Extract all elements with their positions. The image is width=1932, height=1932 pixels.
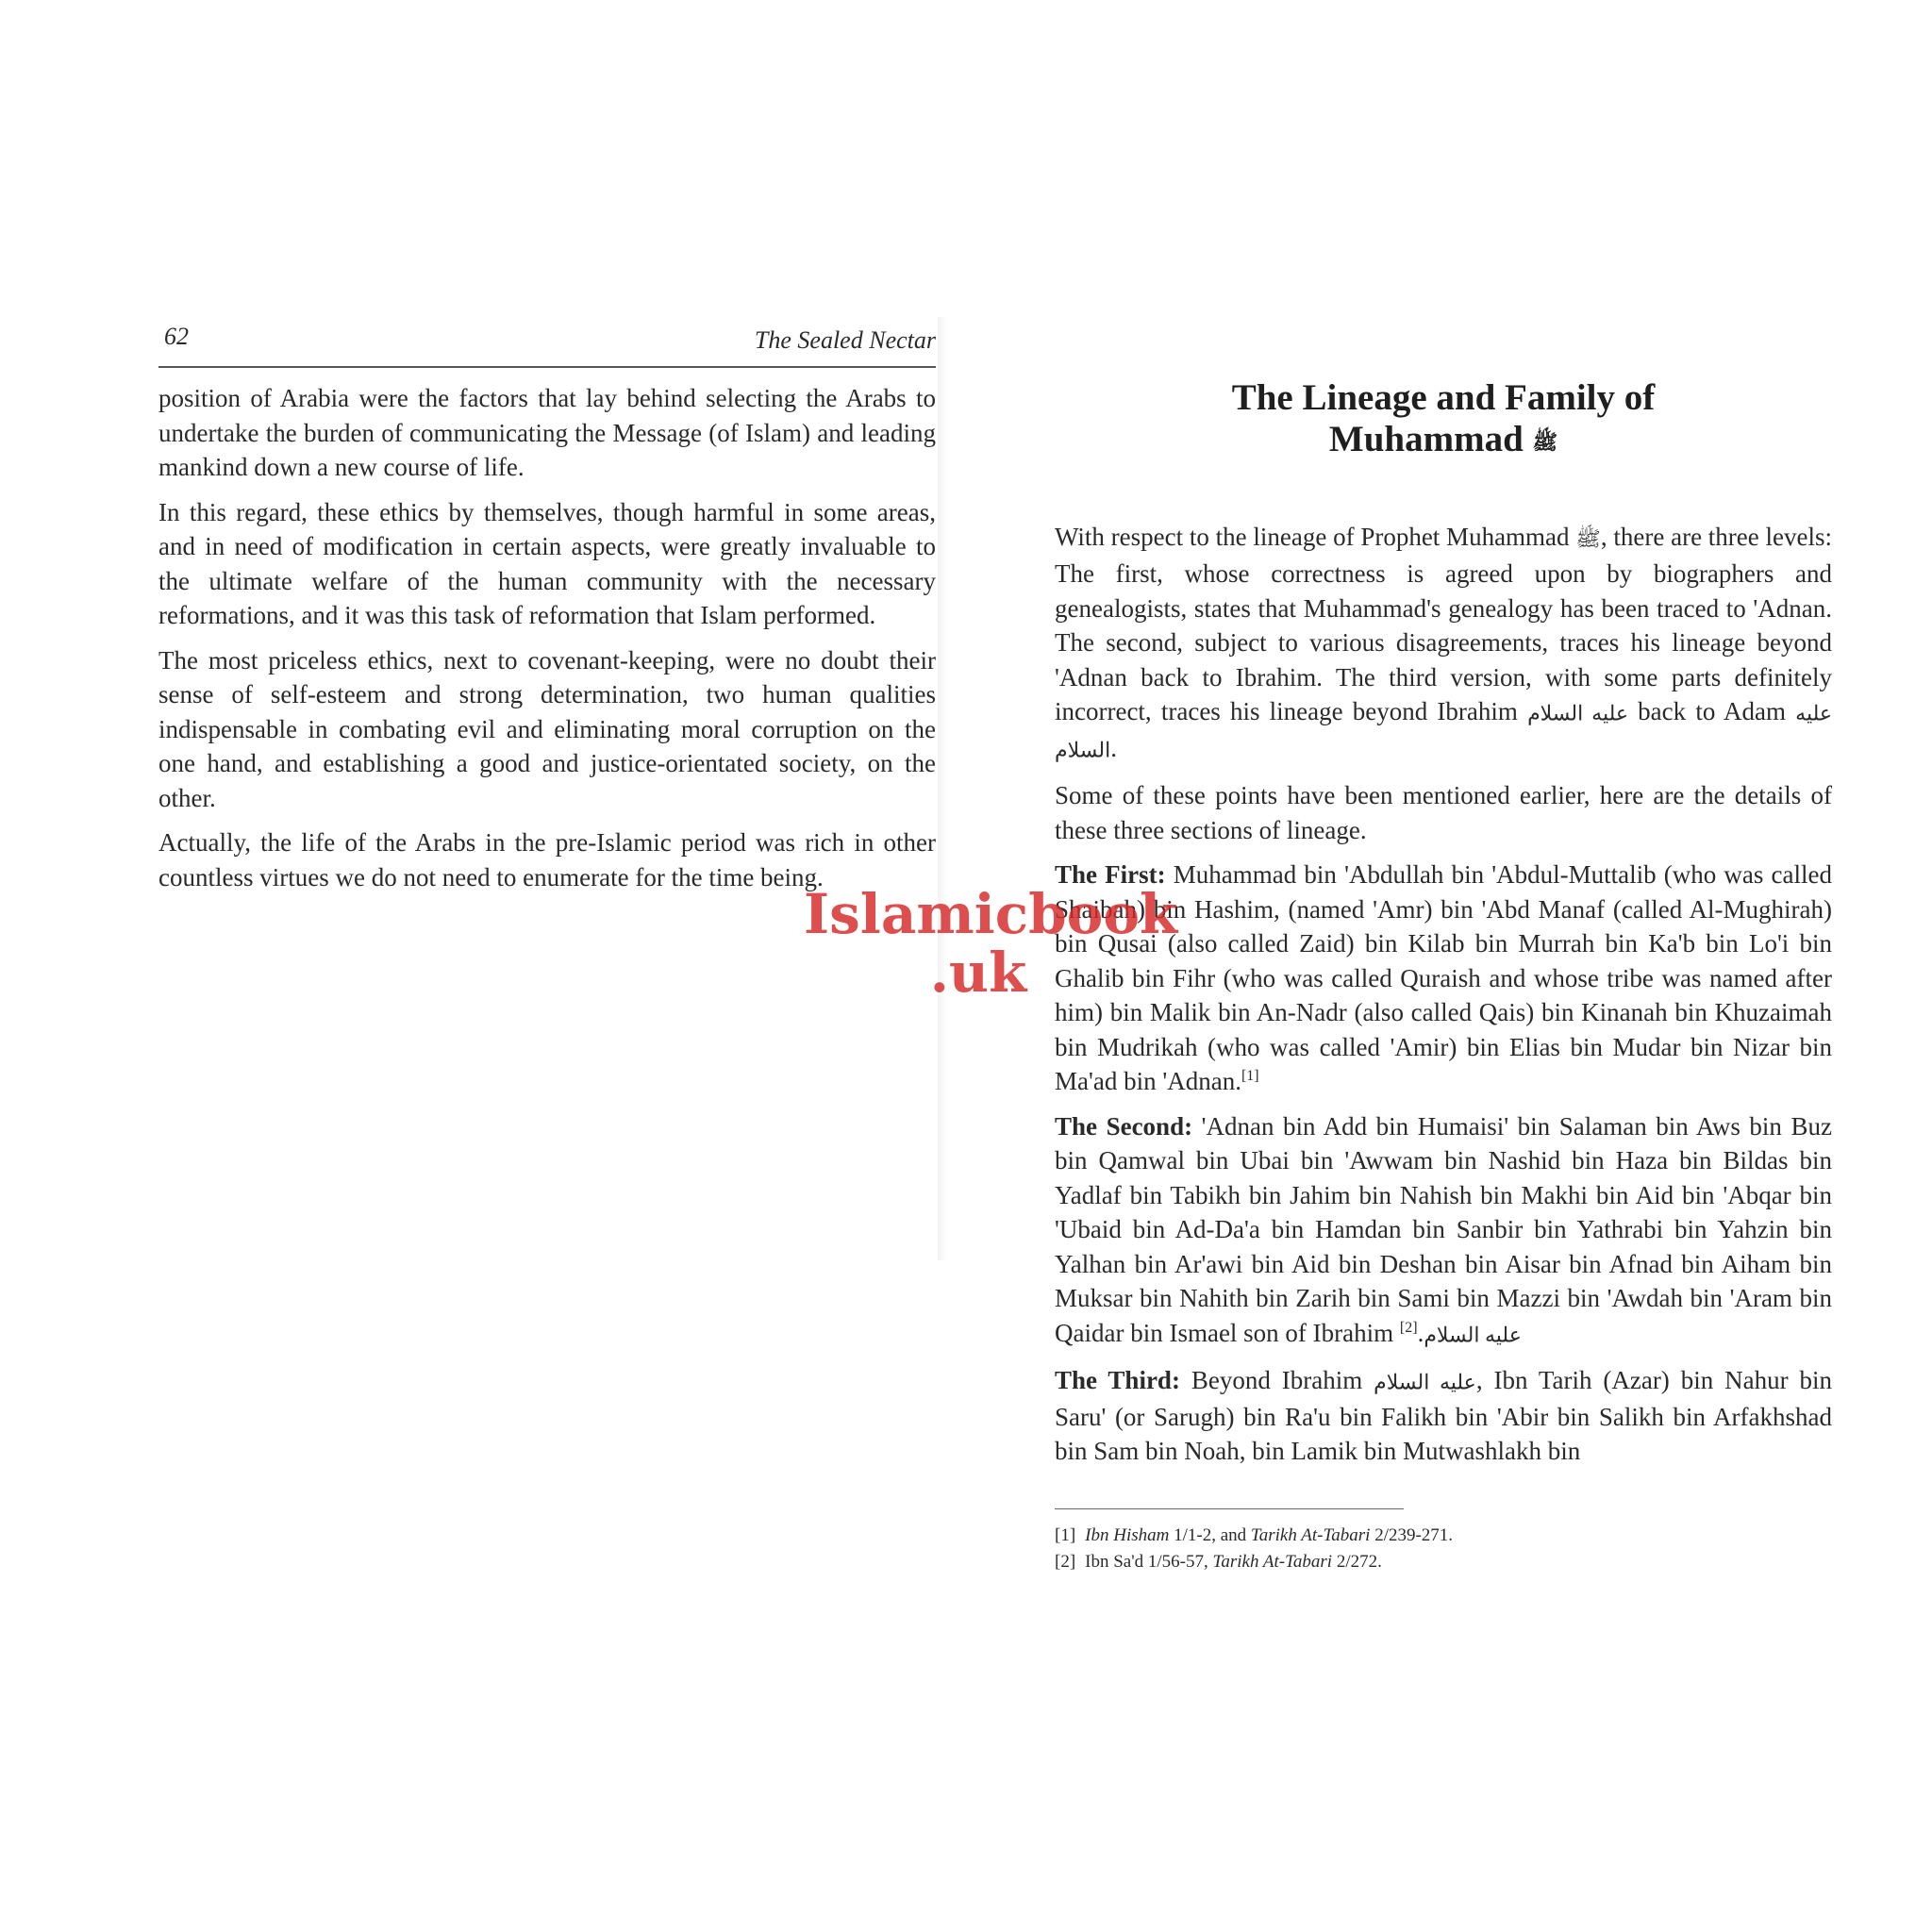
intro-paragraph-2: Some of these points have been mentioned earlier, here are the details of these three sections of lineage.: [1055, 781, 1832, 844]
watermark-line-2: .uk: [929, 941, 1027, 1005]
footnote-tag: [2]: [1055, 1551, 1076, 1572]
lineage-third-text-b: , Ibn Tarih (Azar) bin Nahur bin Saru' (or Sarugh) bin Ra'u bin Falikh bin 'Abir bin Salikh bin Arfakhshad bin Sam bin Noah, bin Lamik bin Mutwashlakh bin: [1055, 1365, 1832, 1466]
footnote-ref-2: [2]: [1399, 1319, 1418, 1336]
lineage-third: [1055, 1363, 1832, 1469]
chapter-heading-line-2: Muhammad: [1328, 419, 1524, 459]
intro-text-d: .: [1110, 734, 1117, 763]
intro-text-c: back to Adam: [1628, 697, 1796, 726]
honorific-saw-glyph: ﷺ: [1575, 526, 1601, 551]
left-paragraph-1: position of Arabia were the factors that lay behind selecting the Arabs to undertake the burden of communicating the Message (of Islam) and leading mankind down a new course of life.: [158, 384, 936, 481]
lineage-first-label: The First:: [1055, 860, 1166, 890]
left-paragraph-2: In this regard, these ethics by themselves, though harmful in some areas, and in need of modification in certain aspects, were greatly invaluable to the ultimate welfare of the human community with the necessary reformations, and it was this task of reformation that Islam performed.: [158, 497, 936, 629]
running-head: [158, 317, 936, 368]
footnote-divider: [1055, 1508, 1404, 1509]
left-paragraph-3: The most priceless ethics, next to covenant-keeping, were no doubt their sense of self-esteem and strong determination, two human qualities indispensable in combating evil and eliminating moral corruption on the one hand, and establishing a good and justice-orientated society, on the other.: [158, 645, 936, 812]
watermark-line-1: Islamicbook: [804, 882, 1178, 946]
intro-text-a: With respect to the lineage of Prophet Muhammad: [1055, 523, 1576, 552]
lineage-second-label: The Second:: [1055, 1111, 1193, 1141]
lineage-second-end: .: [1417, 1318, 1424, 1347]
page-number: 62: [164, 323, 189, 350]
honorific-saw-glyph: ﷺ: [1532, 430, 1558, 455]
honorific-as-glyph: عليه السلام: [1424, 1323, 1522, 1347]
page-gutter-shadow: [938, 317, 947, 1260]
footnote-tag: [1]: [1055, 1524, 1076, 1545]
right-page: [1055, 377, 1832, 1575]
watermark: [804, 882, 1178, 1005]
footnote-source: Tarikh At-Tabari: [1250, 1524, 1371, 1545]
running-title: The Sealed Nectar: [754, 326, 936, 354]
footnote-text: 2/272.: [1332, 1551, 1382, 1572]
lineage-third-label: The Third:: [1055, 1365, 1180, 1394]
footnote-text: 1/1-2, and: [1169, 1524, 1251, 1545]
footnote-source: Ibn Hisham: [1085, 1524, 1170, 1545]
lineage-second: [1055, 1109, 1832, 1353]
lineage-third-text-a: Beyond Ibrahim: [1179, 1365, 1374, 1394]
lineage-first-text: Muhammad bin 'Abdullah bin 'Abdul-Muttalib (who was called Shaibah) bin Hashim, (named 'Amr) bin 'Abd Manaf (called Al-Mughirah) bin Qusai (also called Zaid) bin Kilab bin Murrah bin Ka'b bin Lo'i bin Ghalib bin Fihr (who was called Quraish and whose tribe was named after him) bin Malik bin An-Nadr (also called Qais) bin Kinanah bin Khuzaimah bin Mudrikah (who was called 'Amir) bin Elias bin Mudar bin Nizar bin Ma'ad bin 'Adnan.: [1055, 860, 1832, 1096]
honorific-as-glyph: عليه السلام: [1055, 701, 1832, 762]
chapter-heading-line-1: The Lineage and Family of: [1231, 377, 1656, 418]
intro-paragraph-1: [1055, 520, 1832, 768]
honorific-as-glyph: عليه السلام: [1527, 701, 1629, 725]
intro-text-b: , there are three levels: The first, whose correctness is agreed upon by biographers and genealogists, states that Muhammad's genealogy has been traced to 'Adnan. The second, subject to various disagreements, traces his lineage beyond 'Adnan back to Ibrahim. The third version, with some parts definitely incorrect, traces his lineage beyond Ibrahim: [1055, 523, 1832, 726]
left-page: [158, 317, 936, 905]
footnote-ref-1: [1]: [1241, 1068, 1259, 1085]
footnote-2: [1055, 1549, 1832, 1575]
lineage-second-text: 'Adnan bin Add bin Humaisi' bin Salaman bin Aws bin Buz bin Qamwal bin Ubai bin 'Awwam bin Nashid bin Haza bin Bildas bin Yadlaf bin Tabikh bin Jahim bin Nahish bin Makhi bin Aid bin 'Abqar bin 'Ubaid bin Ad-Da'a bin Hamdan bin Sanbir bin Yathrabi bin Yahzin bin Yalhan bin Ar'awi bin Aid bin Deshan bin Aisar bin Afnad bin Aiham bin Muksar bin Nahith bin Zarih bin Sami bin Mazzi bin 'Awdah bin 'Aram bin Qaidar bin Ismael son of Ibrahim: [1055, 1111, 1832, 1347]
chapter-heading: [1055, 377, 1832, 463]
footnote-source: Tarikh At-Tabari: [1212, 1551, 1333, 1572]
honorific-as-glyph: عليه السلام: [1374, 1370, 1476, 1394]
footnote-text: 2/239-271.: [1370, 1524, 1454, 1545]
footnote-1: [1055, 1523, 1832, 1549]
footnote-text: Ibn Sa'd 1/56-57,: [1085, 1551, 1213, 1572]
left-paragraph-4: Actually, the life of the Arabs in the pre-Islamic period was rich in other countless virtues we do not need to enumerate for the time being.: [158, 828, 936, 891]
